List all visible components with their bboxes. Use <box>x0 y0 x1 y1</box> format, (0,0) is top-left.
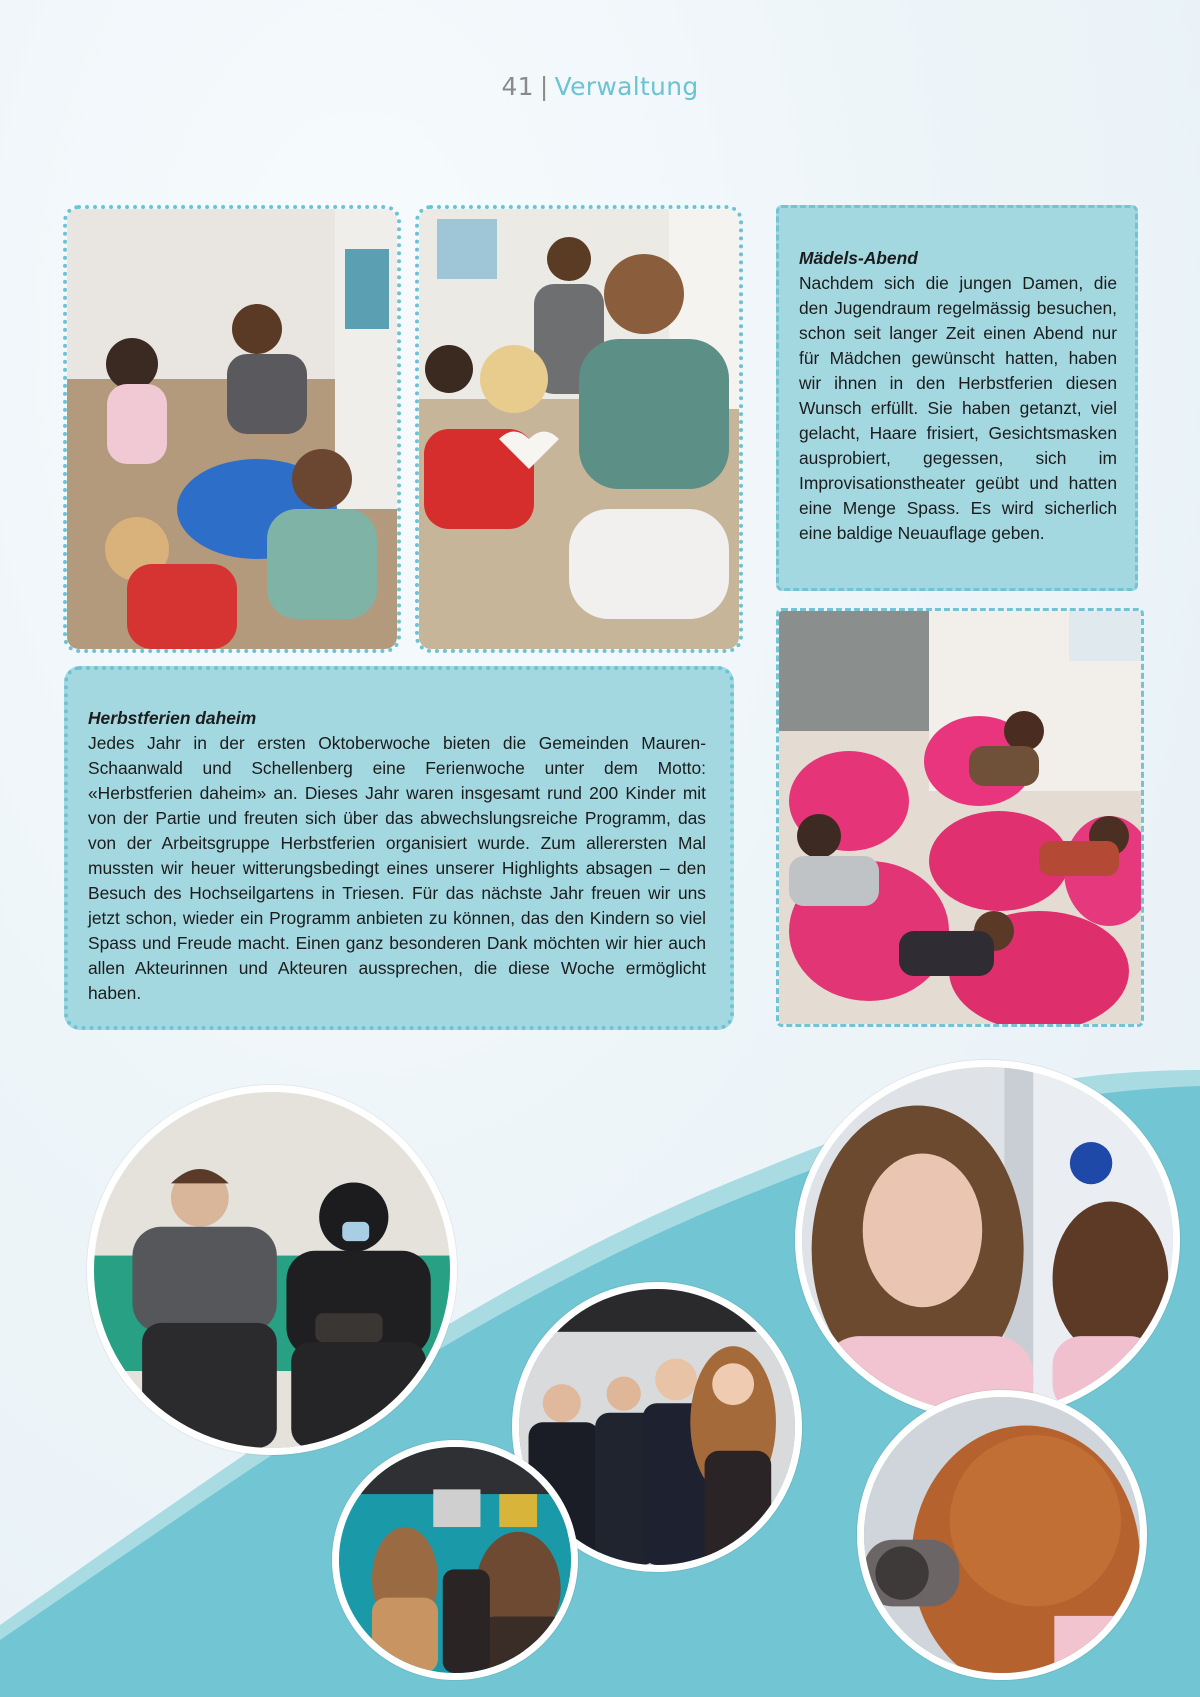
section-title: Verwaltung <box>554 72 699 101</box>
photo-circle-party-girls <box>332 1440 578 1680</box>
herbstferien-body: Jedes Jahr in der ersten Oktoberwoche bieten die Gemeinden Mauren-Schaanwald und Schellenberg eine Ferienwoche unter dem Motto: «Herbstferien daheim» an. Dieses Jahr waren insgesamt rund 200 Kinder mit von der Partie und freuten sich über das abwechslungsreiche Programm, das von der Arbeitsgruppe Herbstferien organisiert wurde. Zum allerersten Mal mussten wir heuer witterungsbedingt eines unserer Highlights absagen – den Besuch des Hochseilgartens in Triesen. Für das nächste Jahr freuen wir uns jetzt schon, wieder ein Programm anbieten zu können, das den Kindern so viel Spass und Freude macht. Einen ganz besonderen Dank möchten wir hier auch allen Akteurinnen und Akteuren aussprechen, die diese Woche ermöglicht haben. <box>88 733 706 1003</box>
page-number: 41 <box>501 72 534 101</box>
herbstferien-box <box>64 666 734 1030</box>
madels-abend-body: Nachdem sich die jungen Damen, die den Jugendraum regelmässig besuchen, schon seit langer Zeit einen Abend nur für Mädchen gewünscht hatten, haben wir ihnen in den Herbstferien diesen Wunsch erfüllt. Sie haben getanzt, viel gelacht, Haare frisiert, Gesichtsmasken ausprobiert, gegessen, sich im Improvisationstheater geübt und hatten eine Menge Spass. Es wird sicherlich eine baldige Neuauflage geben. <box>799 273 1117 543</box>
page-header <box>0 72 1200 101</box>
photo-kids-playing-foam <box>63 205 401 653</box>
madels-abend-box <box>776 205 1138 591</box>
herbstferien-heading: Herbstferien daheim <box>88 708 257 728</box>
photo-girls-bean-bags <box>776 608 1144 1027</box>
photo-circle-boys-couch <box>87 1085 457 1455</box>
madels-abend-heading: Mädels-Abend <box>799 248 918 268</box>
header-separator: | <box>539 72 549 101</box>
photo-circle-hair-styling <box>857 1390 1147 1680</box>
photo-girls-laughing <box>415 205 743 653</box>
photo-circle-girl-portrait <box>795 1060 1180 1420</box>
